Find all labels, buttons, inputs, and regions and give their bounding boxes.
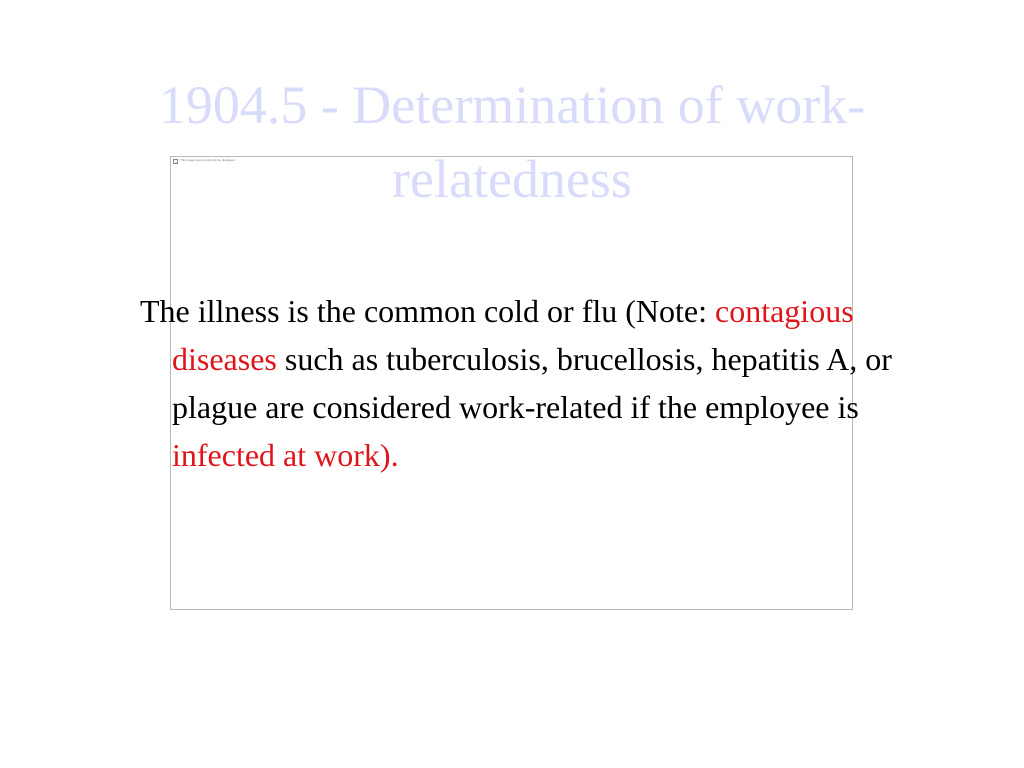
body-text-middle: such as tuberculosis, brucellosis, hepatitis A, or plague are considered work-related if the employee is	[172, 341, 892, 425]
slide-body-text	[140, 287, 892, 479]
slide-title: 1904.5 - Determination of work-relatedness	[158, 75, 866, 209]
highlight-infected-at-work: infected at work).	[172, 437, 399, 473]
highlight-contagious-diseases: contagious diseases	[172, 293, 854, 377]
image-alt-text: This image cannot currently be displayed.	[180, 158, 236, 162]
body-text-intro: The illness is the common cold or flu (Note:	[140, 293, 715, 329]
